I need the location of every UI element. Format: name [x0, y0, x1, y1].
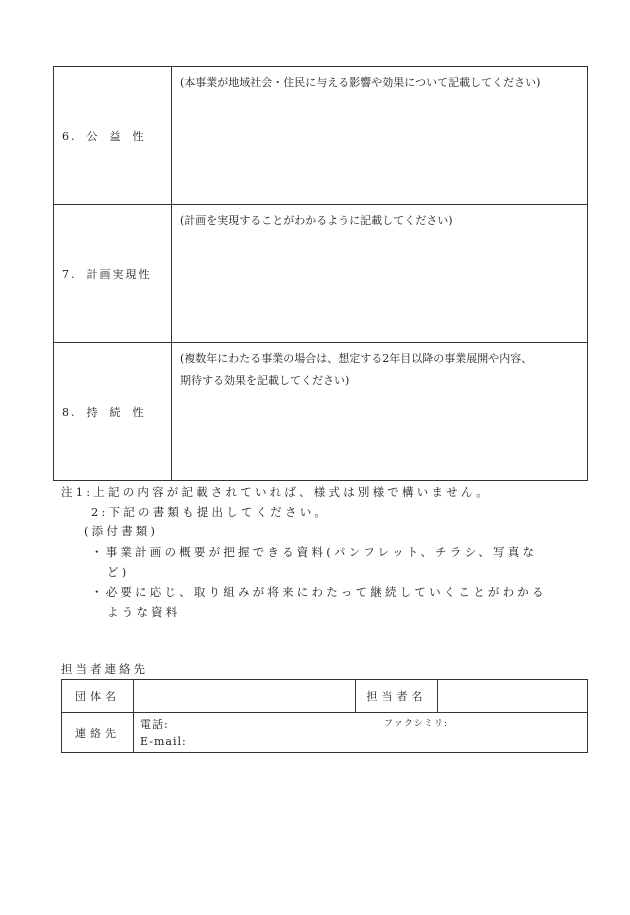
row-label-cell	[54, 205, 172, 343]
attachment-item-continued: ような資料	[107, 605, 181, 619]
org-name-label: 団体名	[62, 680, 134, 713]
form-table	[53, 66, 588, 481]
email-label: E-mail:	[140, 735, 187, 748]
person-in-charge-field[interactable]	[438, 680, 588, 713]
table-row	[62, 713, 588, 753]
answer-field-feasibility[interactable]	[172, 205, 588, 343]
attachment-item-continued: ど)	[107, 565, 130, 579]
table-row	[54, 343, 588, 481]
row-label-public-interest: 6. 公 益 性	[62, 129, 146, 143]
contact-table	[61, 679, 588, 753]
table-row	[54, 67, 588, 205]
note-2: 2:下記の書類も提出してください。	[91, 505, 330, 519]
answer-field-sustainability[interactable]	[172, 343, 588, 481]
contact-label: 連絡先	[62, 713, 134, 753]
person-in-charge-label: 担当者名	[356, 680, 438, 713]
attachment-item: ・必要に応じ、取り組みが将来にわたって継続していくことがわかる	[91, 585, 547, 599]
attachment-item: ・事業計画の概要が把握できる資料(パンフレット、チラシ、写真な	[91, 545, 538, 559]
contact-heading: 担当者連絡先	[61, 662, 148, 676]
fax-label: ファクシミリ:	[384, 719, 448, 729]
row-label-cell	[54, 343, 172, 481]
note-1: 注1:上記の内容が記載されていれば、様式は別様で構いません。	[61, 485, 491, 499]
org-name-field[interactable]	[134, 680, 356, 713]
row-label-sustainability: 8. 持 続 性	[62, 405, 146, 419]
guide-text: (計画を実現することがわかるように記載してください)	[180, 214, 453, 227]
guide-text: (本事業が地域社会・住民に与える影響や効果について記載してください)	[180, 76, 541, 89]
guide-text: (複数年にわたる事業の場合は、想定する2年目以降の事業展開や内容、 期待する効果を記載してください)	[180, 352, 533, 387]
phone-label: 電話:	[140, 718, 169, 731]
row-label-feasibility: 7. 計画実現性	[62, 267, 152, 281]
contact-details-field[interactable]	[134, 713, 588, 753]
answer-field-public-interest[interactable]	[172, 67, 588, 205]
attachments-heading: (添付書類)	[84, 524, 159, 538]
table-row	[62, 680, 588, 713]
table-row	[54, 205, 588, 343]
row-label-cell	[54, 67, 172, 205]
